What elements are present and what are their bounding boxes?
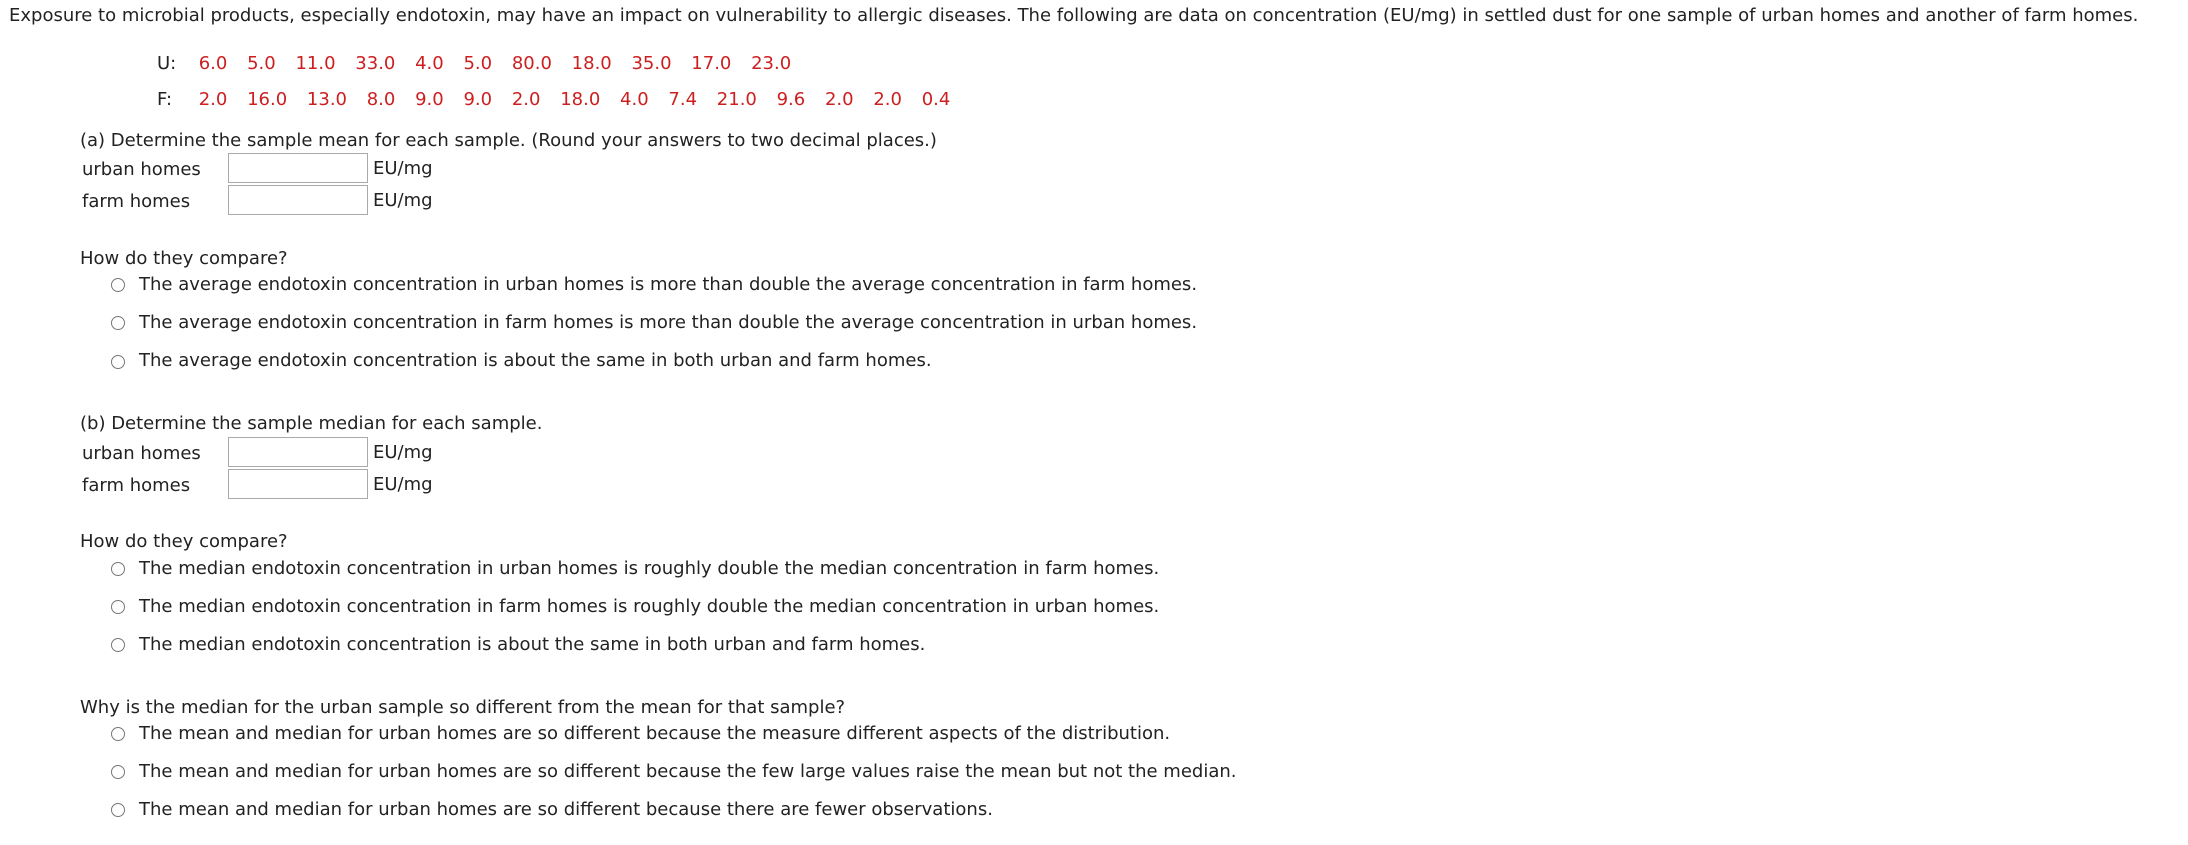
urban-data-label: U:: [157, 53, 177, 74]
urban-value: 35.0: [631, 53, 672, 74]
farm-mean-label: farm homes: [82, 191, 191, 212]
part-a-option-2-radio[interactable]: [111, 316, 125, 330]
farm-value: 8.0: [366, 89, 396, 110]
part-b-question: (b) Determine the sample median for each sample.: [80, 413, 543, 434]
urban-mean-unit: EU/mg: [373, 158, 433, 179]
part-b-option-1-label: The median endotoxin concentration in urban homes is roughly double the median concentration in farm homes.: [139, 558, 1160, 579]
urban-value: 18.0: [571, 53, 612, 74]
part-a-option-3-label: The average endotoxin concentration is about the same in both urban and farm homes.: [139, 350, 932, 371]
urban-mean-input[interactable]: [228, 153, 368, 183]
part-c-option-3-radio[interactable]: [111, 803, 125, 817]
part-c-option-1-radio[interactable]: [111, 727, 125, 741]
farm-value: 21.0: [716, 89, 757, 110]
urban-value: 4.0: [415, 53, 444, 74]
farm-value: 4.0: [620, 89, 649, 110]
urban-value: 11.0: [295, 53, 336, 74]
farm-value: 9.0: [463, 89, 493, 110]
urban-value: 6.0: [198, 53, 228, 74]
farm-value: 16.0: [247, 89, 288, 110]
part-b-compare-question: How do they compare?: [80, 531, 288, 552]
farm-value: 2.0: [511, 89, 541, 110]
part-b-option-3-label: The median endotoxin concentration is about the same in both urban and farm homes.: [139, 634, 926, 655]
part-a-option-3-radio[interactable]: [111, 355, 125, 369]
part-a-option-1-radio[interactable]: [111, 278, 125, 292]
farm-value: 0.4: [921, 89, 951, 110]
farm-median-unit: EU/mg: [373, 474, 433, 495]
part-b-option-2-radio[interactable]: [111, 600, 125, 614]
farm-value: 18.0: [560, 89, 601, 110]
urban-median-label: urban homes: [82, 443, 201, 464]
farm-value: 2.0: [824, 89, 854, 110]
part-a-option-2-label: The average endotoxin concentration in farm homes is more than double the average concentration in urban homes.: [139, 312, 1198, 333]
urban-median-input[interactable]: [228, 437, 368, 467]
farm-median-label: farm homes: [82, 475, 191, 496]
farm-mean-input[interactable]: [228, 185, 368, 215]
urban-median-unit: EU/mg: [373, 442, 433, 463]
urban-value: 33.0: [355, 53, 396, 74]
urban-value: 5.0: [463, 53, 493, 74]
farm-data-label: F:: [157, 89, 173, 110]
urban-value: 23.0: [751, 53, 792, 74]
urban-value: 17.0: [691, 53, 732, 74]
part-b-option-1-radio[interactable]: [111, 562, 125, 576]
part-b-option-3-radio[interactable]: [111, 638, 125, 652]
part-a-option-1-label: The average endotoxin concentration in urban homes is more than double the average concentration in farm homes.: [139, 274, 1198, 295]
farm-median-input[interactable]: [228, 469, 368, 499]
farm-value: 13.0: [306, 89, 347, 110]
part-c-question: Why is the median for the urban sample so different from the mean for that sample?: [80, 697, 846, 718]
farm-mean-unit: EU/mg: [373, 190, 433, 211]
part-c-option-3-label: The mean and median for urban homes are so different because there are fewer observations.: [139, 799, 993, 820]
farm-value: 2.0: [198, 89, 228, 110]
problem-intro: Exposure to microbial products, especially endotoxin, may have an impact on vulnerability to allergic diseases. The following are data on concentration (EU/mg) in settled dust for one sample of urban homes and another of farm homes.: [9, 5, 2139, 26]
farm-value: 9.6: [776, 89, 806, 110]
part-c-option-2-label: The mean and median for urban homes are so different because the few large values raise the mean but not the median.: [139, 761, 1237, 782]
urban-mean-label: urban homes: [82, 159, 201, 180]
part-c-option-2-radio[interactable]: [111, 765, 125, 779]
part-c-option-1-label: The mean and median for urban homes are so different because the measure different aspects of the distribution.: [139, 723, 1171, 744]
farm-value: 9.0: [415, 89, 444, 110]
farm-value: 2.0: [873, 89, 902, 110]
part-b-option-2-label: The median endotoxin concentration in farm homes is roughly double the median concentration in urban homes.: [139, 596, 1160, 617]
urban-data-row: [157, 53, 805, 74]
urban-value: 5.0: [247, 53, 276, 74]
part-a-compare-question: How do they compare?: [80, 248, 288, 269]
farm-value: 7.4: [668, 89, 698, 110]
part-a-question: (a) Determine the sample mean for each sample. (Round your answers to two decimal places.): [80, 130, 937, 151]
urban-value: 80.0: [511, 53, 552, 74]
farm-data-row: [157, 89, 964, 110]
